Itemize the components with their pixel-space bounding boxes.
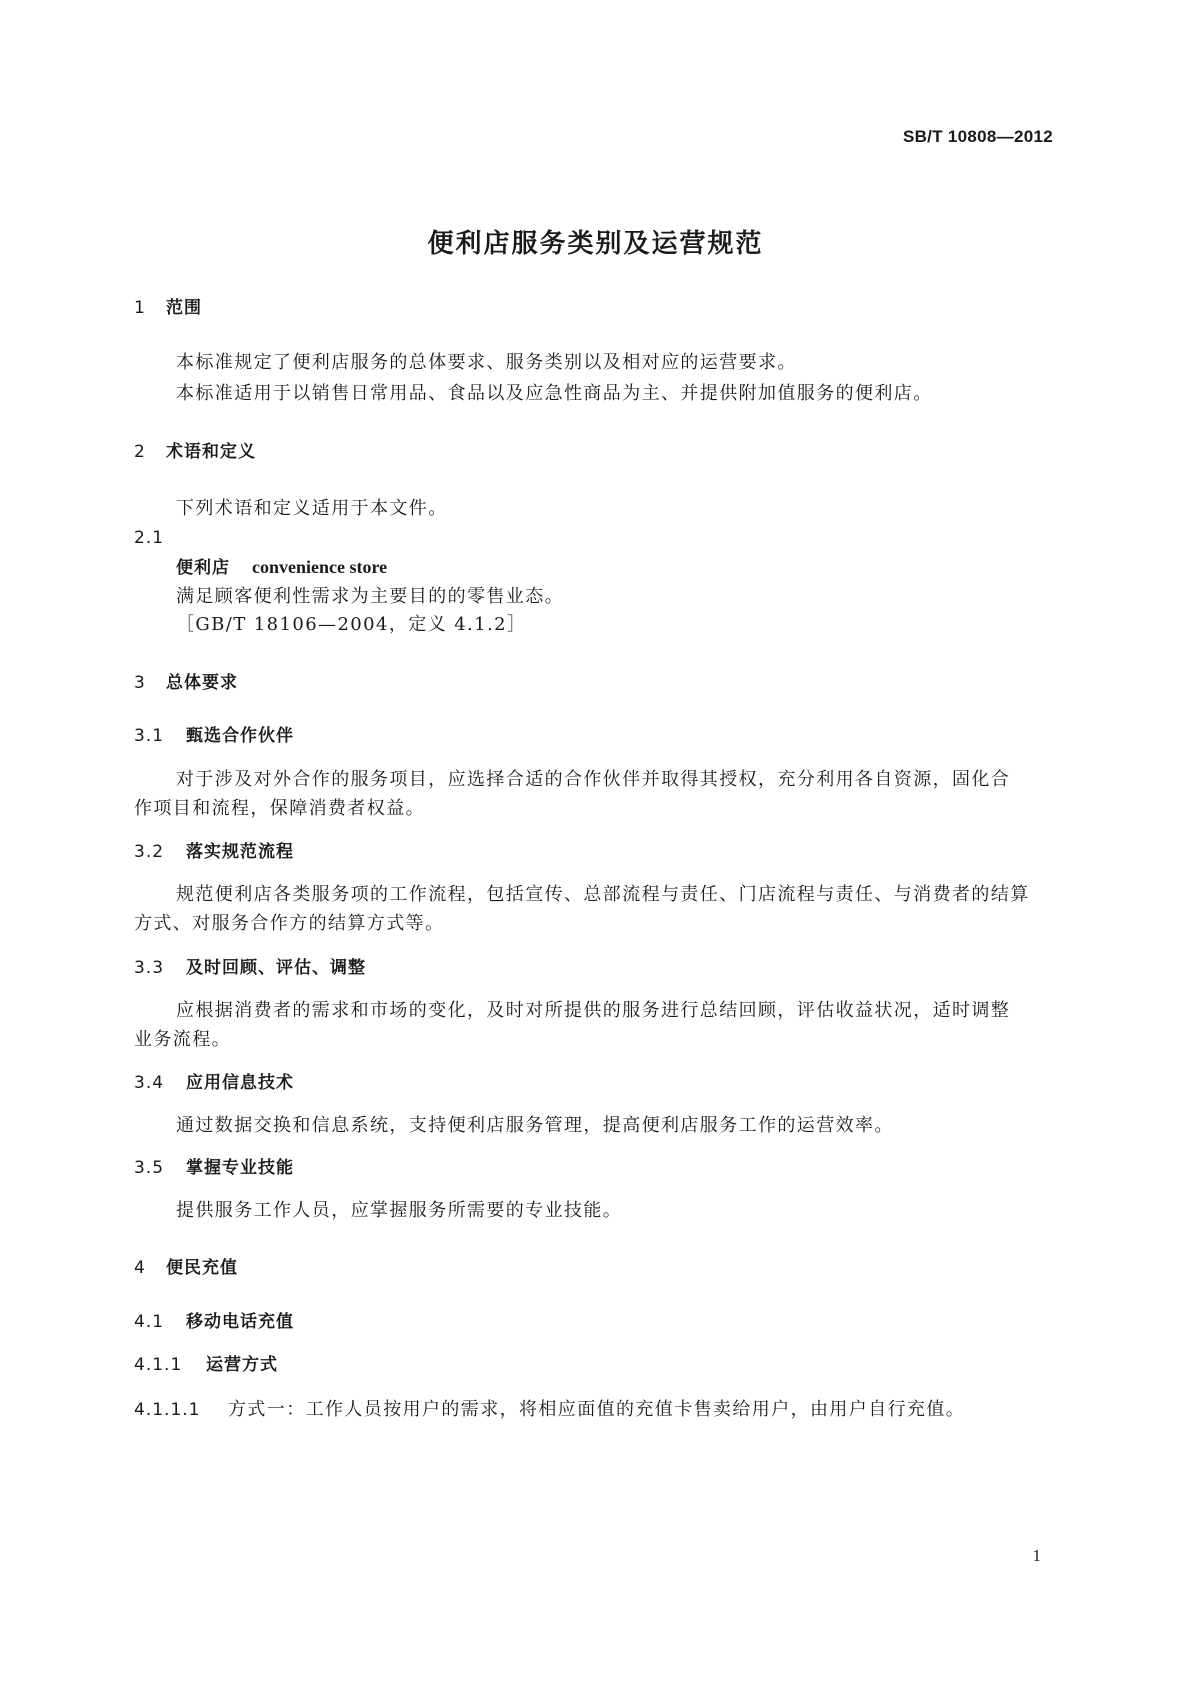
subsection-3-4-heading [134,1075,294,1092]
section-title: 范围 [166,298,202,318]
subsection-3-3-heading [134,960,366,977]
term-name-en: convenience store [252,557,388,577]
section-title: 术语和定义 [166,442,256,462]
subsection-title: 及时回顾、评估、调整 [186,958,366,978]
section-title: 便民充值 [166,1258,238,1278]
section-number: 3 [134,673,146,693]
subsection-title: 掌握专业技能 [186,1158,294,1178]
subsection-title: 移动电话充值 [186,1312,294,1332]
subsection-number: 4.1 [134,1312,165,1332]
subsection-number: 3.4 [134,1073,165,1093]
subsection-3-5-heading [134,1160,294,1177]
section-4-heading [134,1260,238,1277]
clause-number: 4.1.1.1 [134,1400,201,1420]
paragraph: 本标准适用于以销售日常用品、食品以及应急性商品为主、并提供附加值服务的便利店。 [176,383,933,404]
section-2-heading [134,444,256,461]
term-name [176,558,387,577]
section-1-heading [134,300,202,317]
section-number: 1 [134,298,146,318]
term-number: 2.1 [134,528,165,548]
paragraph-line: 应根据消费者的需求和市场的变化，及时对所提供的服务进行总结回顾，评估收益状况，适时调整 [176,1000,1011,1021]
section-number: 4 [134,1258,146,1278]
paragraph: 本标准规定了便利店服务的总体要求、服务类别以及相对应的运营要求。 [176,352,797,373]
subsection-number: 3.3 [134,958,165,978]
paragraph-line: 对于涉及对外合作的服务项目，应选择合适的合作伙伴并取得其授权，充分利用各自资源，固化合 [176,769,1011,790]
paragraph-line: 作项目和流程，保障消费者权益。 [134,798,425,819]
section-3-heading [134,675,238,692]
subsection-number: 3.2 [134,842,165,862]
section-number: 2 [134,442,146,462]
subsection-number: 3.1 [134,726,165,746]
clause-text: 方式一：工作人员按用户的需求，将相应面值的充值卡售卖给用户，由用户自行充值。 [228,1399,966,1420]
paragraph-line: 规范便利店各类服务项的工作流程，包括宣传、总部流程与责任、门店流程与责任、与消费者的结算 [176,884,1030,905]
document-title: 便利店服务类别及运营规范 [427,229,764,259]
subsection-title: 甄选合作伙伴 [186,726,294,746]
paragraph: 下列术语和定义适用于本文件。 [176,498,448,519]
subsection-title: 落实规范流程 [186,842,294,862]
subsection-4-1-heading [134,1314,294,1331]
paragraph-line: 业务流程。 [134,1029,231,1050]
subsection-number: 3.5 [134,1158,165,1178]
clause-4-1-1-1 [134,1401,965,1419]
term-name-zh: 便利店 [176,558,230,578]
subsection-number: 4.1.1 [134,1355,183,1375]
paragraph-line: 通过数据交换和信息系统，支持便利店服务管理，提高便利店服务工作的运营效率。 [176,1115,894,1136]
paragraph-line: 提供服务工作人员，应掌握服务所需要的专业技能。 [176,1200,623,1221]
term-definition: 满足顾客便利性需求为主要目的的零售业态。 [176,586,564,607]
subsection-3-1-heading [134,728,294,745]
page-number: 1 [1032,1546,1041,1565]
subsection-4-1-1-heading [134,1357,278,1374]
subsection-3-2-heading [134,844,294,861]
paragraph-line: 方式、对服务合作方的结算方式等。 [134,913,445,934]
term-source: ［GB/T 18106—2004，定义 4.1.2］ [176,614,527,635]
subsection-title: 应用信息技术 [186,1073,294,1093]
subsection-title: 运营方式 [206,1355,278,1375]
section-title: 总体要求 [166,673,238,693]
standard-code: SB/T 10808—2012 [902,127,1053,146]
